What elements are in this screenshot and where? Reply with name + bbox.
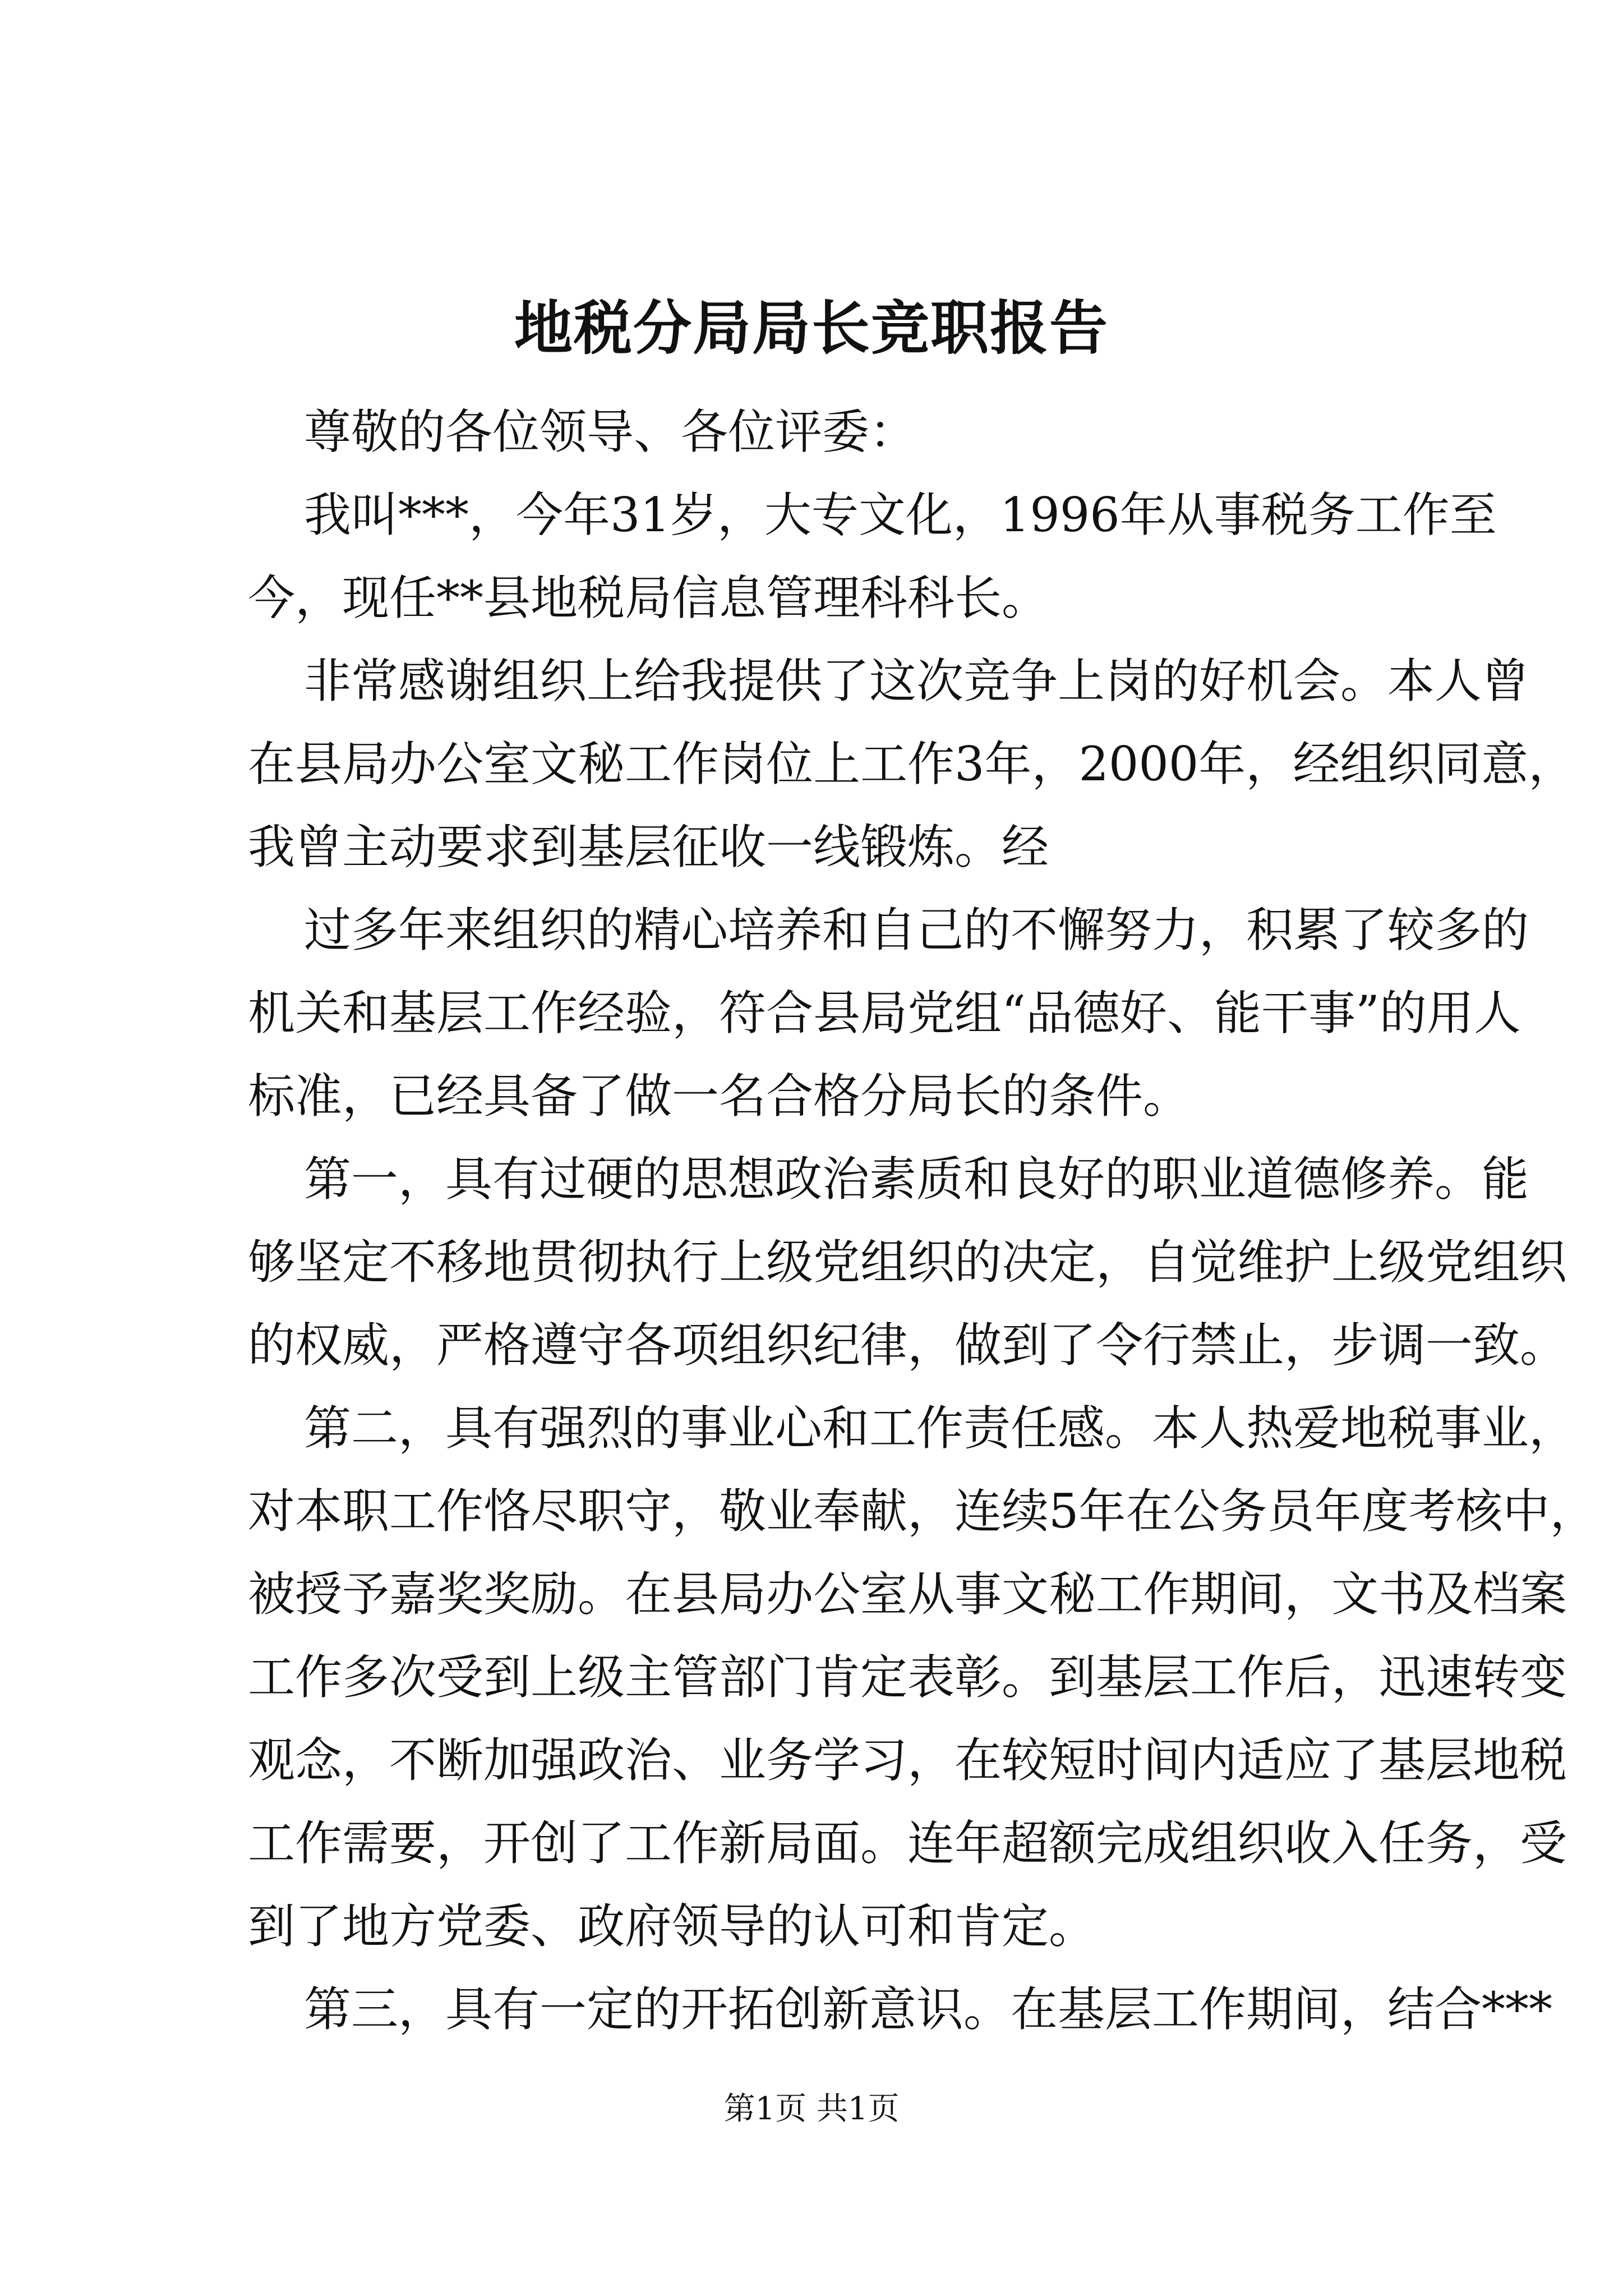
body-line: 的权威，严格遵守各项组织纪律，做到了令行禁止，步调一致。 xyxy=(248,1318,1567,1373)
page-footer: 第1页 共1页 xyxy=(723,2091,900,2127)
salutation-line: 尊敬的各位领导、各位评委： xyxy=(304,404,917,459)
body-line: 在县局办公室文秘工作岗位上工作3年，2000年，经组织同意， xyxy=(248,737,1576,792)
body-line: 工作多次受到上级主管部门肯定表彰。到基层工作后，迅速转变 xyxy=(248,1650,1567,1705)
body-line: 我叫***，今年31岁，大专文化，1996年从事税务工作至 xyxy=(304,487,1497,542)
body-line: 非常感谢组织上给我提供了这次竞争上岗的好机会。本人曾 xyxy=(304,654,1529,708)
body-line: 机关和基层工作经验，符合县局党组“品德好、能干事”的用人 xyxy=(248,986,1521,1041)
body-line: 我曾主动要求到基层征收一线锻炼。经 xyxy=(248,820,1049,875)
body-line: 第三，具有一定的开拓创新意识。在基层工作期间，结合*** xyxy=(304,1982,1553,2037)
body-line: 工作需要，开创了工作新局面。连年超额完成组织收入任务，受 xyxy=(248,1816,1567,1871)
body-line: 第二，具有强烈的事业心和工作责任感。本人热爱地税事业， xyxy=(304,1401,1576,1456)
body-line: 观念，不断加强政治、业务学习，在较短时间内适应了基层地税 xyxy=(248,1733,1567,1788)
body-line: 够坚定不移地贯彻执行上级党组织的决定，自觉维护上级党组织 xyxy=(248,1235,1567,1290)
body-line: 到了地方党委、政府领导的认可和肯定。 xyxy=(248,1899,1096,1954)
body-line: 标准，已经具备了做一名合格分局长的条件。 xyxy=(248,1069,1191,1124)
body-line: 被授予嘉奖奖励。在县局办公室从事文秘工作期间，文书及档案 xyxy=(248,1567,1567,1622)
body-line: 对本职工作恪尽职守，敬业奉献，连续5年在公务员年度考核中， xyxy=(248,1484,1597,1539)
document-title: 地税分局局长竞职报告 xyxy=(514,293,1109,362)
body-line: 今，现任**县地税局信息管理科科长。 xyxy=(248,570,1049,625)
body-line: 第一，具有过硬的思想政治素质和良好的职业道德修养。能 xyxy=(304,1152,1529,1207)
body-line: 过多年来组织的精心培养和自己的不懈努力，积累了较多的 xyxy=(304,903,1529,958)
